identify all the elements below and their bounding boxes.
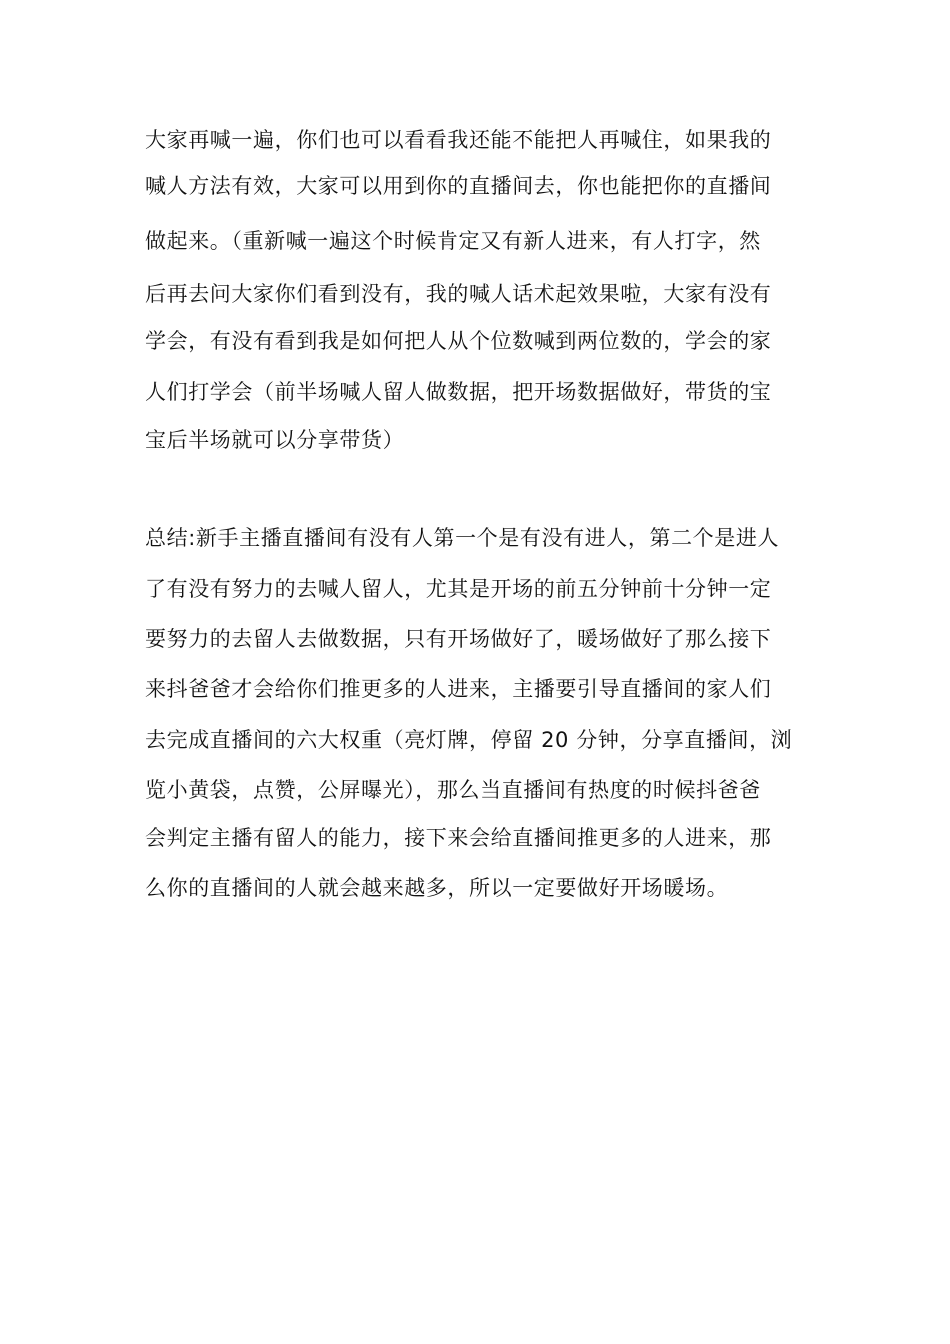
text-line: 会判定主播有留人的能力，接下来会给直播间推更多的人进来，那	[145, 826, 772, 850]
text-line: 做起来。（重新喊一遍这个时候肯定又有新人进来，有人打字，然	[145, 229, 761, 253]
text-line: 要努力的去留人去做数据，只有开场做好了，暖场做好了那么接下	[145, 627, 772, 651]
text-line: 览小黄袋，点赞，公屏曝光），那么当直播间有热度的时候抖爸爸	[145, 778, 761, 802]
text-line: 总结:新手主播直播间有没有人第一个是有没有进人，第二个是进人	[145, 526, 780, 550]
text-line: 大家再喊一遍，你们也可以看看我还能不能把人再喊住，如果我的	[145, 128, 772, 152]
text-line: 宝后半场就可以分享带货）	[145, 428, 405, 452]
text-line: 去完成直播间的六大权重（亮灯牌，停留 20 分钟，分享直播间，浏	[145, 728, 793, 752]
text-line: 么你的直播间的人就会越来越多，所以一定要做好开场暖场。	[145, 876, 729, 900]
text-line: 喊人方法有效，大家可以用到你的直播间去，你也能把你的直播间	[145, 174, 772, 198]
text-line: 后再去问大家你们看到没有，我的喊人话术起效果啦，大家有没有	[145, 282, 772, 306]
text-line: 来抖爸爸才会给你们推更多的人进来，主播要引导直播间的家人们	[145, 677, 772, 701]
text-line: 人们打学会（前半场喊人留人做数据，把开场数据做好，带货的宝	[145, 380, 772, 404]
text-line: 了有没有努力的去喊人留人，尤其是开场的前五分钟前十分钟一定	[145, 577, 772, 601]
text-line: 学会，有没有看到我是如何把人从个位数喊到两位数的，学会的家	[145, 329, 772, 353]
